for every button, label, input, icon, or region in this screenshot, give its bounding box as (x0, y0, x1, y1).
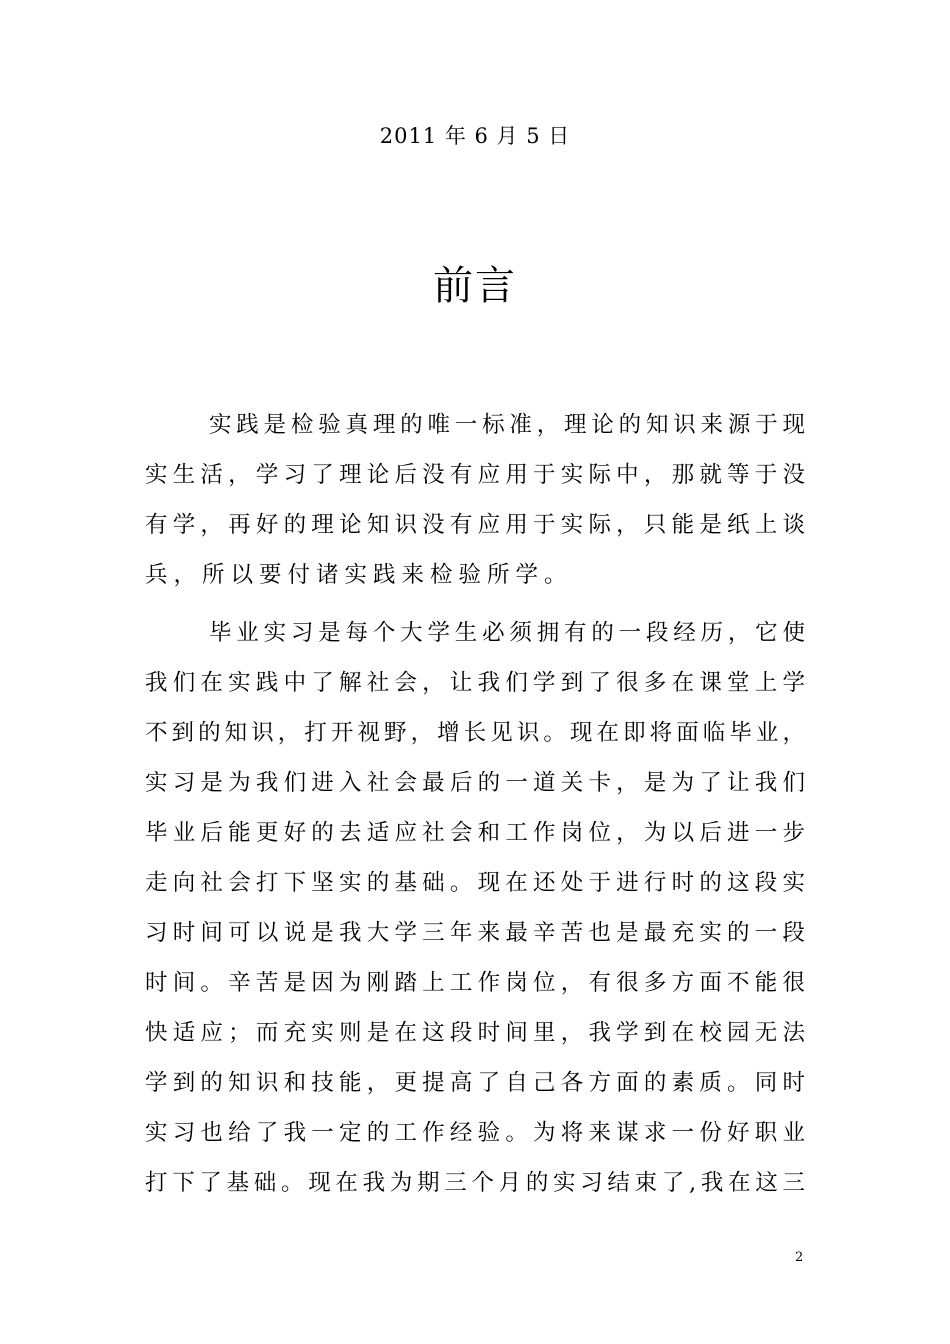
paragraph-line: 学到的知识和技能，更提高了自己各方面的素质。同时 (145, 1070, 805, 1096)
paragraph-line: 走向社会打下坚实的基础。现在还处于进行时的这段实 (145, 870, 805, 896)
body-text (145, 400, 805, 1208)
paragraph-line: 毕业后能更好的去适应社会和工作岗位，为以后进一步 (145, 820, 805, 846)
paragraph-line: 实践是检验真理的唯一标准，理论的知识来源于现 (209, 412, 805, 438)
paragraph-line: 毕业实习是每个大学生必须拥有的一段经历，它使 (209, 620, 805, 646)
date-line: 2011 年 6 月 5 日 (379, 124, 571, 148)
paragraph-1 (145, 400, 805, 600)
paragraph-line: 实生活，学习了理论后没有应用于实际中，那就等于没 (145, 462, 805, 488)
paragraph-line: 快适应；而充实则是在这段时间里，我学到在校园无法 (145, 1020, 805, 1046)
page-number: 2 (795, 1250, 804, 1265)
paragraph-line: 有学，再好的理论知识没有应用于实际，只能是纸上谈 (145, 512, 805, 538)
paragraph-line: 时间。辛苦是因为刚踏上工作岗位，有很多方面不能很 (145, 970, 805, 996)
paragraph-line: 我们在实践中了解社会，让我们学到了很多在课堂上学 (145, 670, 805, 696)
paragraph-line: 打下了基础。现在我为期三个月的实习结束了,我在这三 (145, 1170, 805, 1196)
page-title: 前言 (433, 263, 517, 309)
paragraph-2 (145, 608, 805, 1208)
paragraph-line: 不到的知识，打开视野，增长见识。现在即将面临毕业， (145, 720, 805, 746)
paragraph-line: 实习是为我们进入社会最后的一道关卡，是为了让我们 (145, 770, 805, 796)
paragraph-line: 习时间可以说是我大学三年来最辛苦也是最充实的一段 (145, 920, 805, 946)
paragraph-gap (145, 600, 805, 608)
paragraph-line: 实习也给了我一定的工作经验。为将来谋求一份好职业 (145, 1120, 805, 1146)
paragraph-line: 兵，所以要付诸实践来检验所学。 (145, 562, 573, 588)
